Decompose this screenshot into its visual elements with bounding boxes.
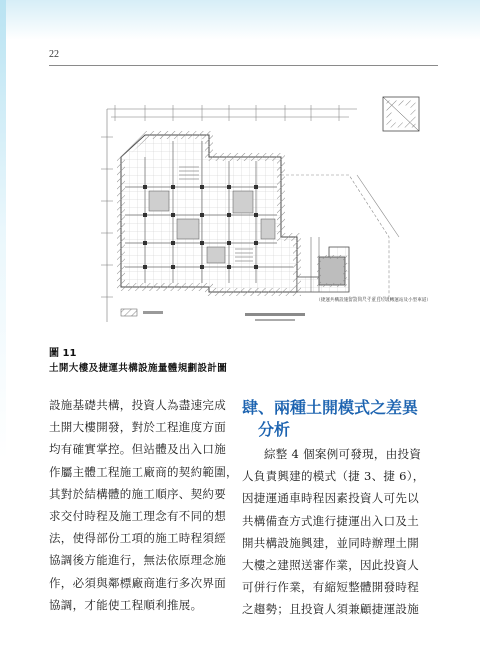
- section-heading-line: 分析: [258, 420, 291, 439]
- figure-drawing: [49, 87, 438, 335]
- drawing-title-block: [245, 313, 305, 321]
- header-rule: [49, 65, 438, 66]
- body-line: 之趨勢；且投資人須兼顧捷運設施: [242, 602, 419, 617]
- body-line: 協調後方能進行，無法依原理念施: [49, 553, 226, 568]
- body-line: 開共構設施興建，並同時辦理土開: [242, 535, 419, 550]
- site-plan-drawing: [49, 87, 438, 335]
- side-decoration-stripe: [0, 0, 6, 656]
- body-line: 作，必須與鄰標廠商進行多次界面: [49, 575, 226, 590]
- body-line: 其對於結構體的施工順序、契約要: [49, 486, 226, 501]
- body-line: 法，使得部份工項的施工時程須經: [49, 531, 226, 546]
- legend-label-placeholder: [143, 311, 163, 314]
- top-gradient-band: [0, 0, 480, 40]
- body-line: 共構備查方式進行捷運出入口及土: [242, 513, 419, 528]
- body-line: 協調，才能使工程順利推展。: [49, 597, 203, 612]
- body-line: 作屬主體工程施工廠商的契約範圍，: [49, 464, 238, 479]
- body-line: 設施基礎共構，投資人為盡速完成: [49, 398, 226, 412]
- annex-block: [319, 257, 345, 285]
- body-line: 大樓之建照送審作業，因此投資人: [242, 558, 419, 573]
- drawing-legend: [121, 309, 163, 316]
- legend-swatch: [121, 309, 137, 316]
- page-number: 22: [49, 49, 59, 60]
- drawing-note: （捷運共構設施留設同尺寸並且垃圾轉運站及小型車道）: [316, 298, 431, 303]
- body-line: 因捷運通車時程因素投資人可先以: [242, 491, 419, 506]
- section-heading-line: 肆、兩種土開模式之差異: [242, 398, 419, 417]
- body-line: 綜整 4 個案例可發現，由投資: [264, 447, 422, 461]
- body-line: 求交付時程及施工理念有不同的想: [49, 509, 226, 524]
- body-line: 土開大樓開發，對於工程進度方面: [49, 420, 226, 435]
- left-text-column: [49, 394, 238, 616]
- right-text-column: [242, 443, 439, 621]
- body-line: 均有確實掌控。但站體及出入口施: [49, 442, 226, 457]
- body-line: 人負責興建的模式（捷 3、捷 6），: [242, 469, 425, 484]
- figure-caption: 土開大樓及捷運共構設施量體規劃設計圖: [49, 363, 228, 374]
- section-heading: [242, 397, 442, 441]
- figure-number: 圖 11: [49, 348, 77, 359]
- body-line: 可併行作業，有縮短整體開發時程: [242, 580, 419, 595]
